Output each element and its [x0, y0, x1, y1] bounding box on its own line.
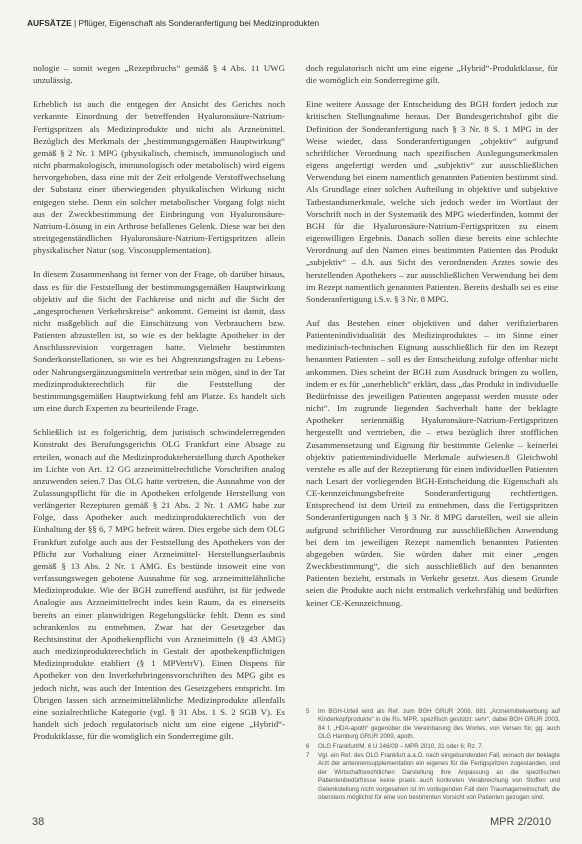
footnote: [306, 752, 560, 802]
footnote-text: Vgl. ein Ref. des OLG Frankfurt a.a.O. nach eingebundenden Fall, wonach der beklagte Arzt der antennensupplementation ein eigenes für die Fertigspritzen zugestanden, und der Wirtschaftsrechtlichen Darstellung ihre Anpassung an die spezifischen Patientenbedürfnisse keine praxis auch konkreten Verabreichung von Stoffen und Gelenkstellung nicht vorgesehen ist im vorliegenden Fall dem Traumagemeinschaft, die oberstens möglichst für eine von bestimmten Vorsicht von Patienten gezogen sind.: [318, 752, 560, 802]
section-label: AUFSÄTZE: [27, 18, 72, 28]
left-column: [33, 62, 285, 742]
journal-issue: MPR 2/2010: [490, 816, 552, 828]
footnote-text: Im BGH-Urteil wird als Ref. zum BGH GRUR 2008, 881 „Arzneimittelwerbung auf Kinderkopfprodukte“ in die Rs. MPR. spezifisch gestützt: sehr“, dabei BGH GRUR 2003, 84 f. „HDA-apoth“ gegenüber die Vereinbarung des Wortes, von Versen für, gg. auch OLG Hamburg GRUR 2009, apoth.: [318, 708, 560, 741]
article-title: Pflüger, Eigenschaft als Sonderanfertigung bei Medizinprodukten: [78, 18, 320, 28]
left-paragraph: Schließlich ist es folgerichtig, dem juristisch schwindelerregenden Konstrukt des Berufungsgerichts OLG Frankfurt eine Absage zu erteilen, wonach auf die Medizinprodukteherstellung durch Apotheker im Lichte von Art. 12 GG arzneimittelrechtliche Vorschriften analog anzuwenden seien.7 Das OLG hatte vertreten, die Ausnahme von der Zulassungspflicht für die in Apotheken erfolgende Herstellung von verlängerter Rezepturen gemäß § 21 Abs. 2 Nr. 1 AMG habe zur Folge, dass Apotheker auch medizinprodukterechtlich von der Einhaltung der §§ 6, 7 MPG befreit wären. Dies ergebe sich dem OLG Frankfurt zufolge auch aus der Feststellung des Apothekers von der Pflicht zur Vorhaltung einer Arzneimittel- Herstellungserlaubnis gemäß § 13 Abs. 2 Nr. 1 AMG. Es bestünde insoweit eine von verfassungswegen gebotene Ausnahme für sog. arzneimittelähnliche Medizinprodukte. Wie der BGH zutreffend ausführt, ist für jedwede Analogie aus Arzneimittelrecht indes kein Raum, da es einerseits bereits an einer planwidrigen Regelungslücke fehlt. Denn es sind schrankenlos zu entnehmen. Zwar hat der Gesetzgeber das Rechtsinstitut der Apothekenpflicht von Arzneimitteln (§ 43 AMG) auch medizinprodukterechtlich in Gestalt der apothekenpflichtigen Medizinprodukte etabliert (§ 1 MPVertrV). Einen Dispens für Apotheker von den Inverkehrbringensvorschriften des MPG gibt es jedoch nicht, was auch der Intention des Gesetzgebers entspricht. Im Übrigen lassen sich arzneimittelähnliche Medizinprodukte allenfalls eine sozialrechtliche Kategorie (vgl. § 31 Abs. 1 S. 2 SGB V). Es handelt sich jedoch regulatorisch nicht um eine eigene „Hybrid“-Produktklasse, für die womöglich ein Sonderregime gilt.: [33, 427, 285, 742]
footnotes: [306, 708, 560, 803]
running-header: [27, 18, 557, 28]
footnote-number: 6: [306, 742, 310, 750]
footnote-text: OLG Frankfurt/M. 6 U 246/09 – MPR 2010, 31 oder 6; Rz. 7.: [318, 742, 484, 750]
footnote: [306, 743, 560, 751]
right-column: [306, 62, 558, 609]
footnote-number: 7: [306, 752, 310, 760]
page-number: 38: [32, 816, 45, 828]
left-paragraph: Erheblich ist auch die entgegen der Ansicht des Gerichts noch verkannte Einordnung der betreffenden Hyaluronsäure-Natrium-Fertigspritzen als Medizinprodukte und nicht als Arzneimittel. Bezüglich des Merkmals der „bestimmungsgemäßen Hauptwirkung“ gemäß § 2 Nr. 1 MPG (physikalisch, chemisch, immunologisch und nicht pharmakologisch, immunologisch oder metabolisch) wird eigens hervorgehoben, dass eine mit der Zeit erfolgende Verstoffwechselung der Substanz einer überwiegenden physikalischen Wirkung nicht entgegen stehe. Denn ein solcher metabolischer Vorgang folgt nicht aus der Zweckbestimmung der Einbringung von Hyaluronsäure-Natrium-Lösung in ein Arthrose befallenes Gelenk. Diese war bei den streitgegenständlichen Hyaluronsäure-Natrium-Fertigspritzen allein physikalischer Natur (sog. Viscosupplementation).: [33, 99, 285, 256]
right-paragraph: Eine weitere Aussage der Entscheidung des BGH fordert jedoch zur kritischen Stellungnahme heraus. Der Bundesgerichtshof gibt die Definition der Sonderanfertigung nach § 3 Nr. 8 S. 1 MPG in der Weise wieder, dass Sonderanfertigungen „objektiv“ aufgrund schriftlicher Verordnung nach spezifischen Auslegungsmerkmalen eigens angefertigt werden und „subjektiv“ zur ausschließlichen Verwendung bei einem namentlich genannten Patienten bestimmt sind. Als Grundlage einer solchen Aufteilung in objektive und subjektive Tatbestandsmerkmale, welche sich jedoch weder im Wortlaut der Vorschrift noch in der Systematik des MPG wiederfinden, kommt der BGH für die Hyaluronsäure-Natrium-Fertigspritzen zu einem eigenwilligen Ergebnis. Danach sollen diese bereits eine schlechte Verordnung auf den Namen eines bestimmten Patienten das Produkt „subjektiv“ – d.h. aus Sicht des verordnenden Arztes sowie des herstellenden Apothekers – zur ausschließlichen Verwendung bei dem im Rezept namentlich genannten Patienten. Bereits deshalb sei es eine Sonderanfertigung i.S.v. § 3 Nr. 8 MPG.: [306, 99, 558, 304]
header-separator: |: [71, 18, 79, 28]
right-paragraph: doch regulatorisch nicht um eine eigene „Hybrid“-Produktklasse, für die womöglich ein Sonderregime gilt.: [306, 63, 558, 86]
right-paragraph: Auf das Bestehen einer objektiven und daher verifizierbaren Patientenindividualität des Medizinproduktes – im Sinne einer medizinisch-technischen Eignung ausschließlich für den im Rezept benannten Patienten – soll es der Entscheidung zufolge offenbar nicht ankommen. Dies scheint der BGH zum Ausdruck bringen zu wollen, indem er es für „unerheblich“ erklärt, dass „das Produkt in individuelle Bedürfnisse des jeweiligen Patienten angepasst werden musste oder nicht“. Im zugrunde liegenden Sachverhalt hatte der beklagte Apotheker serienmäßig Hyaluronsäure-Natrium-Fertigspritzen hergestellt und vertrieben, die – etwa bezüglich ihrer stofflichen Zusammensetzung und Eignung für bestimmte Gelenke – keinerlei objektiv patientenindividuelle Merkmale aufwiesen.8 Gleichwohl verstehe es alle auf der Rezeptierung für einen individuellen Patienten nach Lesart der vorliegenden BGH-Entscheidung die Eigenschaft als CE-kennzeichnungsbefreite Sonderanfertigung rechtfertigen. Entsprechend ist dem Urteil zu entnehmen, dass die Fertigspritzen Sonderanfertigungen nach § 3 Nr. 8 MPG darstellen, weil sie allein aufgrund schriftlicher Verordnung zur ausschließlichen Anwendung bei dem im jeweiligen Rezept namentlich benannten Patienten abgegeben würden. Sie würden daher mit einer „engen Zweckbestimmung“, die sich ausschließlich auf den benannten Patienten bezieht, erstmals in Verkehr gesetzt. Aus diesem Grunde seien die Produkte auch nicht erstmalich verkehrsfähig und bedürften keiner CE-Kennzeichnung.: [306, 317, 558, 608]
footnote-number: 5: [306, 708, 310, 715]
left-paragraph: In diesem Zusammenhang ist ferner von der Frage, ob darüber hinaus, dass es für die Feststellung der bestimmungsgemäßen Hauptwirkung objektiv auf die Sicht der Fachkreise und nicht auf die Sicht der „angesprochenen Verkehrskreise“ ankommt. Gemeint ist damit, dass nicht maßgeblich auf die Einschätzung von Verbrauchern bzw. Patienten abzustellen ist, so wie es der beklagte Apotheker in der Anschlussrevision vorgetragen hatte. Vielmehr bestimmten Sonderkonstellationen, so wie es bei Abgrenzungsfragen zu Lebens- oder Nahrungsergänzungsmitteln vertretbar sein mögen, sind in der Tat medizinprodukterechtlich für die Feststellung der bestimmungsgemäßen Hauptwirkung fehl am Platze. Es handelt sich um eine durch Experten zu beurteilende Frage.: [33, 269, 285, 414]
footnote: [306, 708, 560, 742]
left-paragraph: nologie – somit wegen „Rezeptbruchs“ gemäß § 4 Abs. 11 UWG unzulässig.: [33, 63, 285, 86]
